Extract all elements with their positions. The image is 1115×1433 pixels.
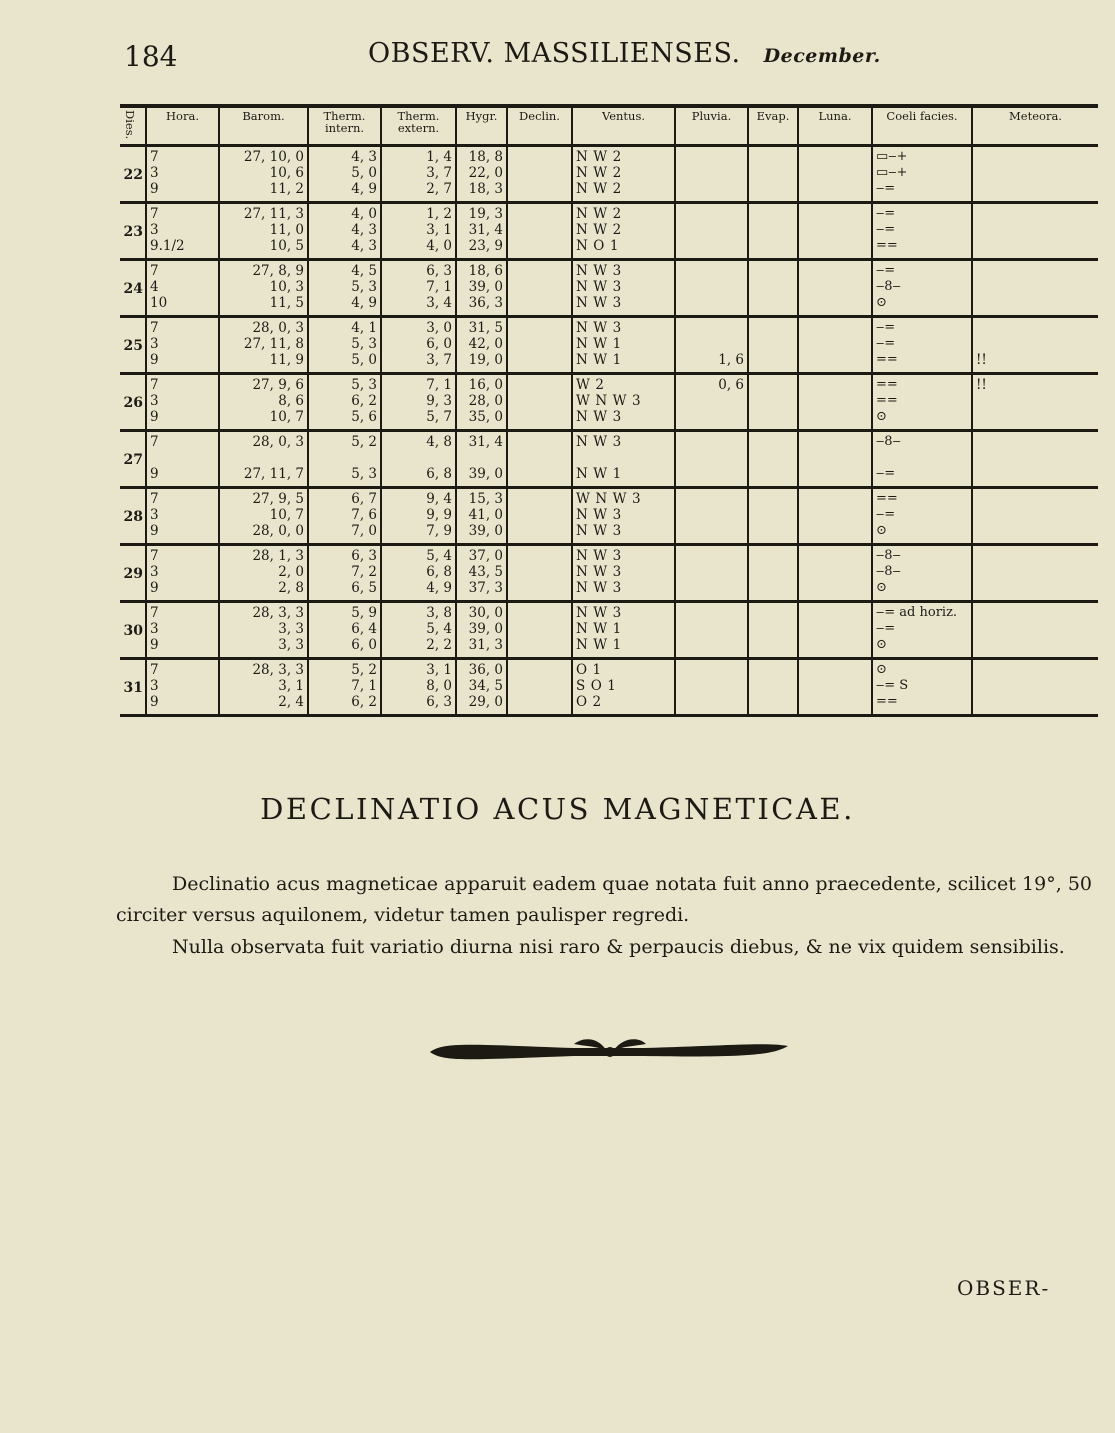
col-header-barom: Barom.	[219, 106, 308, 146]
declin-cell	[507, 488, 572, 545]
evap-cell	[748, 374, 798, 431]
hygr-cell: 31, 5 42, 0 19, 0	[456, 317, 507, 374]
therm-extern-cell: 3, 0 6, 0 3, 7	[381, 317, 456, 374]
coeli-facies-cell: ‒8‒ ‒8‒ ⊙	[872, 545, 972, 602]
therm-intern-cell: 5, 9 6, 4 6, 0	[308, 602, 381, 659]
luna-cell	[798, 146, 872, 203]
hora-cell: 7 3 9	[146, 317, 219, 374]
hygr-cell: 18, 6 39, 0 36, 3	[456, 260, 507, 317]
meteora-cell	[972, 659, 1098, 716]
page-number: 184	[124, 40, 178, 73]
ventus-cell: O 1 S O 1 O 2	[572, 659, 675, 716]
therm-extern-cell: 3, 1 8, 0 6, 3	[381, 659, 456, 716]
barom-cell: 28, 3, 3 3, 3 3, 3	[219, 602, 308, 659]
col-header-hora: Hora.	[146, 106, 219, 146]
ventus-cell: N W 3 N W 1 N W 1	[572, 317, 675, 374]
table-row	[120, 488, 1098, 545]
pluvia-cell	[675, 431, 748, 488]
declin-cell	[507, 146, 572, 203]
therm-intern-cell: 4, 5 5, 3 4, 9	[308, 260, 381, 317]
col-header-dies: Dies.	[120, 106, 146, 146]
therm-intern-cell: 6, 3 7, 2 6, 5	[308, 545, 381, 602]
running-head-title: OBSERV. MASSILIENSES.	[368, 38, 741, 69]
ventus-cell: N W 3 N W 1 N W 1	[572, 602, 675, 659]
day-cell: 25	[120, 317, 146, 374]
hora-cell: 7 4 10	[146, 260, 219, 317]
therm-extern-cell: 7, 1 9, 3 5, 7	[381, 374, 456, 431]
meteora-cell	[972, 203, 1098, 260]
meteora-cell: !!	[972, 374, 1098, 431]
table-row	[120, 317, 1098, 374]
therm-intern-cell: 6, 7 7, 6 7, 0	[308, 488, 381, 545]
coeli-facies-cell: ‒= ‒= ==	[872, 203, 972, 260]
evap-cell	[748, 317, 798, 374]
day-cell: 31	[120, 659, 146, 716]
luna-cell	[798, 431, 872, 488]
therm-extern-cell: 9, 4 9, 9 7, 9	[381, 488, 456, 545]
barom-cell: 28, 0, 3 27, 11, 8 11, 9	[219, 317, 308, 374]
col-header-therm-extern: Therm. extern.	[381, 106, 456, 146]
section-title: DECLINATIO ACUS MAGNETICAE.	[260, 792, 855, 826]
barom-cell: 27, 8, 9 10, 3 11, 5	[219, 260, 308, 317]
table-header-row	[120, 106, 1098, 146]
barom-cell: 27, 11, 3 11, 0 10, 5	[219, 203, 308, 260]
col-header-ventus: Ventus.	[572, 106, 675, 146]
table-row	[120, 260, 1098, 317]
ventus-cell: N W 2 N W 2 N W 2	[572, 146, 675, 203]
luna-cell	[798, 203, 872, 260]
table-row	[120, 146, 1098, 203]
meteora-cell	[972, 146, 1098, 203]
hygr-cell: 16, 0 28, 0 35, 0	[456, 374, 507, 431]
meteora-cell	[972, 260, 1098, 317]
luna-cell	[798, 488, 872, 545]
therm-intern-cell: 4, 0 4, 3 4, 3	[308, 203, 381, 260]
evap-cell	[748, 488, 798, 545]
barom-cell: 28, 3, 3 3, 1 2, 4	[219, 659, 308, 716]
col-header-therm-intern: Therm. intern.	[308, 106, 381, 146]
declin-cell	[507, 602, 572, 659]
paragraph-1: Declinatio acus magneticae apparuit eadem quae notata fuit anno praecedente, scilicet 19°, 50 circiter versus aquilonem, videtur tamen paulisper regredi.	[116, 873, 1092, 926]
day-cell: 24	[120, 260, 146, 317]
barom-cell: 28, 0, 3 27, 11, 7	[219, 431, 308, 488]
table-row	[120, 545, 1098, 602]
therm-intern-cell: 5, 3 6, 2 5, 6	[308, 374, 381, 431]
coeli-facies-cell: ‒= ‒8‒ ⊙	[872, 260, 972, 317]
declin-cell	[507, 203, 572, 260]
col-header-pluvia: Pluvia.	[675, 106, 748, 146]
pluvia-cell: 0, 6	[675, 374, 748, 431]
table-row	[120, 203, 1098, 260]
therm-intern-cell: 4, 3 5, 0 4, 9	[308, 146, 381, 203]
hygr-cell: 36, 0 34, 5 29, 0	[456, 659, 507, 716]
hora-cell: 7 3 9	[146, 488, 219, 545]
pluvia-cell	[675, 146, 748, 203]
declin-cell	[507, 260, 572, 317]
col-header-evap: Evap.	[748, 106, 798, 146]
therm-extern-cell: 6, 3 7, 1 3, 4	[381, 260, 456, 317]
evap-cell	[748, 146, 798, 203]
day-cell: 29	[120, 545, 146, 602]
ornament-divider	[424, 1036, 792, 1068]
hora-cell: 7 3 9.1/2	[146, 203, 219, 260]
coeli-facies-cell: == == ⊙	[872, 374, 972, 431]
ventus-cell: W 2 W N W 3 N W 3	[572, 374, 675, 431]
col-header-meteora: Meteora.	[972, 106, 1098, 146]
ventus-cell: N W 3 N W 1	[572, 431, 675, 488]
col-header-declin: Declin.	[507, 106, 572, 146]
catchword: OBSER-	[957, 1276, 1051, 1300]
evap-cell	[748, 203, 798, 260]
barom-cell: 28, 1, 3 2, 0 2, 8	[219, 545, 308, 602]
coeli-facies-cell: ⊙ ‒= S ==	[872, 659, 972, 716]
ventus-cell: W N W 3 N W 3 N W 3	[572, 488, 675, 545]
declin-cell	[507, 545, 572, 602]
table-row	[120, 602, 1098, 659]
coeli-facies-cell: ‒= ‒= ==	[872, 317, 972, 374]
declin-cell	[507, 431, 572, 488]
hygr-cell: 19, 3 31, 4 23, 9	[456, 203, 507, 260]
coeli-facies-cell: == ‒= ⊙	[872, 488, 972, 545]
hygr-cell: 31, 4 39, 0	[456, 431, 507, 488]
coeli-facies-cell: ▭‒+ ▭‒+ ‒=	[872, 146, 972, 203]
hora-cell: 7 3 9	[146, 374, 219, 431]
hygr-cell: 18, 8 22, 0 18, 3	[456, 146, 507, 203]
hygr-cell: 15, 3 41, 0 39, 0	[456, 488, 507, 545]
running-head	[368, 38, 881, 69]
evap-cell	[748, 260, 798, 317]
therm-extern-cell: 4, 8 6, 8	[381, 431, 456, 488]
declin-cell	[507, 317, 572, 374]
hygr-cell: 37, 0 43, 5 37, 3	[456, 545, 507, 602]
luna-cell	[798, 545, 872, 602]
therm-extern-cell: 1, 4 3, 7 2, 7	[381, 146, 456, 203]
meteora-cell	[972, 545, 1098, 602]
table-row	[120, 374, 1098, 431]
pluvia-cell	[675, 659, 748, 716]
therm-extern-cell: 3, 8 5, 4 2, 2	[381, 602, 456, 659]
luna-cell	[798, 317, 872, 374]
running-head-month: December.	[763, 45, 881, 67]
therm-intern-cell: 5, 2 5, 3	[308, 431, 381, 488]
day-cell: 22	[120, 146, 146, 203]
luna-cell	[798, 374, 872, 431]
ventus-cell: N W 3 N W 3 N W 3	[572, 545, 675, 602]
declin-cell	[507, 374, 572, 431]
col-header-luna: Luna.	[798, 106, 872, 146]
pluvia-cell	[675, 545, 748, 602]
table-row	[120, 431, 1098, 488]
day-cell: 26	[120, 374, 146, 431]
meteora-cell	[972, 602, 1098, 659]
hora-cell: 7 3 9	[146, 545, 219, 602]
luna-cell	[798, 602, 872, 659]
hora-cell: 7 3 9	[146, 659, 219, 716]
therm-intern-cell: 5, 2 7, 1 6, 2	[308, 659, 381, 716]
declin-cell	[507, 659, 572, 716]
day-cell: 27	[120, 431, 146, 488]
coeli-facies-cell: ‒8‒ ‒=	[872, 431, 972, 488]
day-cell: 30	[120, 602, 146, 659]
hora-cell: 7 9	[146, 431, 219, 488]
therm-extern-cell: 5, 4 6, 8 4, 9	[381, 545, 456, 602]
therm-intern-cell: 4, 1 5, 3 5, 0	[308, 317, 381, 374]
luna-cell	[798, 659, 872, 716]
hora-cell: 7 3 9	[146, 146, 219, 203]
table-row	[120, 659, 1098, 716]
evap-cell	[748, 545, 798, 602]
hora-cell: 7 3 9	[146, 602, 219, 659]
pluvia-cell: 1, 6	[675, 317, 748, 374]
day-cell: 28	[120, 488, 146, 545]
barom-cell: 27, 9, 5 10, 7 28, 0, 0	[219, 488, 308, 545]
barom-cell: 27, 9, 6 8, 6 10, 7	[219, 374, 308, 431]
paragraph-2: Nulla observata fuit variatio diurna nisi raro & perpaucis diebus, & ne vix quidem sensibilis.	[172, 936, 1065, 958]
meteora-cell: !!	[972, 317, 1098, 374]
meteora-cell	[972, 431, 1098, 488]
pluvia-cell	[675, 260, 748, 317]
luna-cell	[798, 260, 872, 317]
observations-table	[120, 104, 1098, 717]
col-header-hygr: Hygr.	[456, 106, 507, 146]
ventus-cell: N W 3 N W 3 N W 3	[572, 260, 675, 317]
day-cell: 23	[120, 203, 146, 260]
evap-cell	[748, 602, 798, 659]
evap-cell	[748, 659, 798, 716]
evap-cell	[748, 431, 798, 488]
col-header-coeli-facies: Coeli facies.	[872, 106, 972, 146]
pluvia-cell	[675, 602, 748, 659]
ventus-cell: N W 2 N W 2 N O 1	[572, 203, 675, 260]
coeli-facies-cell: ‒= ad horiz. ‒= ⊙	[872, 602, 972, 659]
meteora-cell	[972, 488, 1098, 545]
pluvia-cell	[675, 488, 748, 545]
pluvia-cell	[675, 203, 748, 260]
hygr-cell: 30, 0 39, 0 31, 3	[456, 602, 507, 659]
barom-cell: 27, 10, 0 10, 6 11, 2	[219, 146, 308, 203]
therm-extern-cell: 1, 2 3, 1 4, 0	[381, 203, 456, 260]
